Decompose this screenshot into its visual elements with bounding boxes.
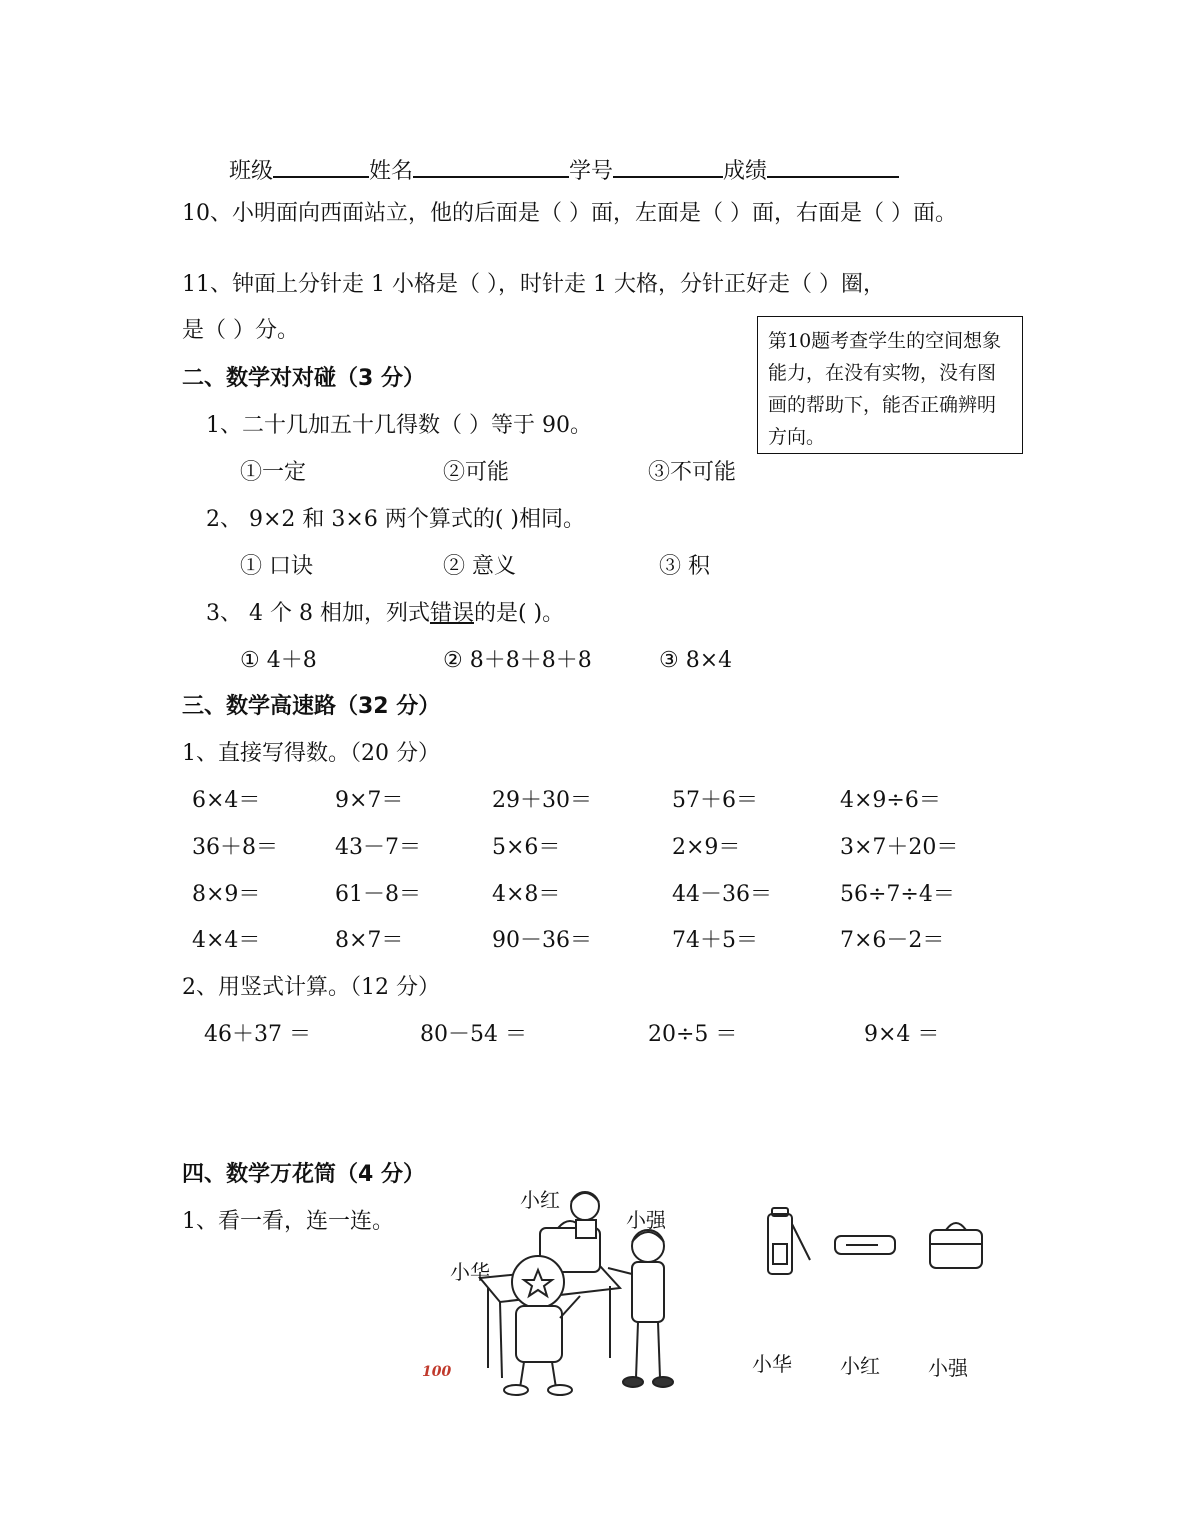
oral-calc-item: 56÷7÷4＝ bbox=[840, 882, 955, 907]
question-11-line2: 是（ ）分。 bbox=[182, 318, 299, 343]
page-number-fragment: 100 bbox=[422, 1364, 452, 1380]
oral-calc-item: 57＋6＝ bbox=[672, 788, 758, 813]
oral-calc-item: 6×4＝ bbox=[192, 788, 261, 813]
section-3-title: 三、数学高速路（32 分） bbox=[182, 694, 441, 719]
figure-label-xiaoqiang: 小强 bbox=[626, 1208, 666, 1232]
bottom-label-xiaohua: 小华 bbox=[752, 1352, 792, 1376]
student-id-label: 学号 bbox=[569, 159, 614, 184]
section-4-title: 四、数学万花筒（4 分） bbox=[182, 1162, 425, 1187]
oral-calc-item: 4×4＝ bbox=[192, 928, 261, 953]
name-field[interactable] bbox=[413, 154, 569, 178]
s3-part-1-title: 1、直接写得数。（20 分） bbox=[182, 741, 440, 766]
s3-part-2-title: 2、用竖式计算。（12 分） bbox=[182, 975, 440, 1000]
figure-label-xiaohua: 小华 bbox=[450, 1260, 490, 1284]
oral-calc-item: 36＋8＝ bbox=[192, 835, 278, 860]
section-2-title: 二、数学对对碰（3 分） bbox=[182, 366, 425, 391]
vertical-calc-item: 20÷5 ＝ bbox=[648, 1022, 738, 1047]
s2-question-3 bbox=[206, 601, 564, 627]
student-id-field[interactable] bbox=[613, 154, 723, 178]
score-label: 成绩 bbox=[723, 159, 768, 184]
question-10: 10、小明面向西面站立，他的后面是（ ）面，左面是（ ）面，右面是（ ）面。 bbox=[182, 201, 957, 226]
s2-q1-option-1: ①一定 bbox=[240, 460, 307, 485]
oral-calc-item: 43－7＝ bbox=[335, 835, 421, 860]
s2-question-1: 1、二十几加五十几得数（ ）等于 90。 bbox=[206, 413, 592, 438]
bottom-label-xiaoqiang: 小强 bbox=[928, 1356, 968, 1380]
oral-calc-item: 90－36＝ bbox=[492, 928, 592, 953]
s2-q3-option-3: ③ 8×4 bbox=[659, 648, 733, 673]
teacher-note-box: 第10题考查学生的空间想象能力，在没有实物，没有图画的帮助下，能否正确辨明方向。 bbox=[757, 316, 1023, 454]
oral-calc-item: 74＋5＝ bbox=[672, 928, 758, 953]
s2-q1-option-2: ②可能 bbox=[443, 460, 510, 485]
bottom-label-xiaohong: 小红 bbox=[840, 1354, 880, 1378]
class-label: 班级 bbox=[229, 159, 274, 184]
s2-q2-option-3: ③ 积 bbox=[659, 554, 710, 579]
pencil-case-icon bbox=[832, 1232, 898, 1260]
school-bag-icon bbox=[924, 1214, 988, 1274]
score-field[interactable] bbox=[767, 154, 899, 178]
oral-calc-item: 61－8＝ bbox=[335, 882, 421, 907]
figure-label-xiaohong: 小红 bbox=[520, 1188, 560, 1212]
name-label: 姓名 bbox=[369, 159, 414, 184]
s2-q2-option-2: ② 意义 bbox=[443, 554, 516, 579]
s2-question-2: 2、 9×2 和 3×6 两个算式的( )相同。 bbox=[206, 507, 585, 532]
question-11-line1: 11、钟面上分针走 1 小格是（ ），时针走 1 大格，分针正好走（ ）圈， bbox=[182, 272, 885, 297]
oral-calc-item: 8×7＝ bbox=[335, 928, 404, 953]
oral-calc-item: 29＋30＝ bbox=[492, 788, 592, 813]
oral-calc-item: 4×8＝ bbox=[492, 882, 561, 907]
s2-q3-option-2: ② 8＋8＋8＋8 bbox=[443, 648, 592, 673]
vertical-calc-item: 9×4 ＝ bbox=[864, 1022, 940, 1047]
vertical-calc-item: 46＋37 ＝ bbox=[204, 1022, 311, 1047]
vertical-calc-item: 80－54 ＝ bbox=[420, 1022, 527, 1047]
s2-q1-option-3: ③不可能 bbox=[648, 460, 737, 485]
oral-calc-item: 3×7＋20＝ bbox=[840, 835, 959, 860]
oral-calc-item: 44－36＝ bbox=[672, 882, 772, 907]
s2-q3-option-1: ① 4＋8 bbox=[240, 648, 317, 673]
s2-q2-option-1: ① 口诀 bbox=[240, 554, 313, 579]
s2-q3-underlined: 错误 bbox=[429, 601, 474, 626]
water-bottle-icon bbox=[758, 1204, 814, 1280]
oral-calc-item: 8×9＝ bbox=[192, 882, 261, 907]
oral-calc-item: 5×6＝ bbox=[492, 835, 561, 860]
student-info-header bbox=[229, 154, 899, 185]
oral-calc-item: 2×9＝ bbox=[672, 835, 741, 860]
s4-question-1: 1、看一看，连一连。 bbox=[182, 1209, 394, 1234]
s2-q3-suffix: 的是( )。 bbox=[473, 601, 565, 626]
class-field[interactable] bbox=[273, 154, 369, 178]
oral-calc-item: 7×6－2＝ bbox=[840, 928, 945, 953]
s2-q3-prefix: 3、 4 个 8 相加，列式 bbox=[206, 601, 430, 626]
oral-calc-item: 4×9÷6＝ bbox=[840, 788, 941, 813]
oral-calc-item: 9×7＝ bbox=[335, 788, 404, 813]
